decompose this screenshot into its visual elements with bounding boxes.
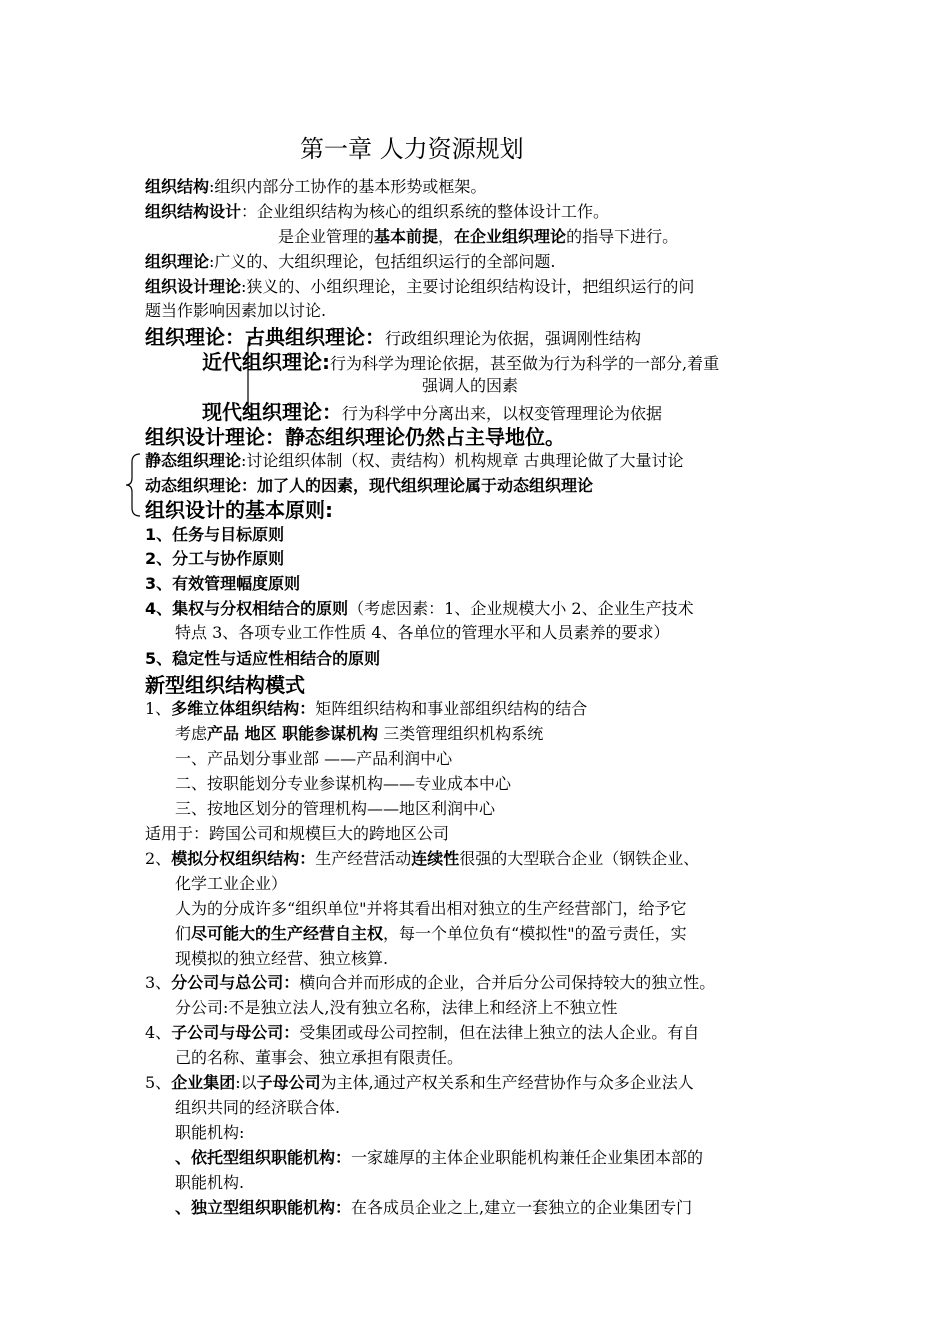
definition-text: :狭义的、小组织理论，主要讨论组织结构设计，把组织运行的问	[241, 277, 695, 296]
emphasis: 在企业组织理论	[454, 227, 567, 246]
model-item-cont: 组织共同的经济联合体.	[175, 1098, 341, 1117]
function-independent	[175, 1197, 692, 1219]
definition-text: 受集团或母公司控制，但在法律上独立的法人企业。有自	[299, 1023, 700, 1042]
definition-org-design-theory-cont: 题当作影响因素加以讨论.	[145, 301, 327, 320]
text: 很强的大型联合企业（钢铁企业、	[459, 849, 700, 868]
definition-org-design-theory	[145, 276, 694, 298]
principle-item: 3、有效管理幅度原则	[145, 574, 301, 593]
curly-brace-icon	[124, 452, 144, 518]
text: 三类管理组织机构系统	[378, 724, 544, 743]
number: 5、	[145, 1073, 172, 1092]
principle-item: 2、分工与协作原则	[145, 549, 285, 568]
definition-text: ：企业组织结构为核心的组织系统的整体设计工作。	[241, 202, 610, 221]
term: 、独立型组织职能机构：	[175, 1198, 352, 1217]
term: 组织理论：	[145, 325, 245, 349]
term: 多维立体组织结构：	[171, 699, 316, 718]
text: 们	[175, 924, 192, 943]
model-paragraph	[175, 923, 687, 945]
term: 分公司与总公司：	[171, 973, 300, 992]
model-paragraph: 现模拟的独立经营、独立核算.	[175, 949, 389, 968]
number: 1、	[145, 699, 172, 718]
definition-text: （考虑因素：1、企业规模大小 2、企业生产技术	[348, 599, 694, 618]
theory-classic-line	[145, 324, 641, 352]
model-item	[145, 1022, 699, 1044]
emphasis: 基本前提	[374, 227, 439, 246]
dynamic-theory-line: 动态组织理论：加了人的因素，现代组织理论属于动态组织理论	[145, 476, 594, 495]
design-theory-line: 组织设计理论：静态组织理论仍然占主导地位。	[145, 425, 565, 449]
definition-text: 行为科学中分离出来，以权变管理理论为依据	[342, 404, 663, 423]
model-item-cont: 分公司:不是独立法人,没有独立名称，法律上和经济上不独立性	[175, 998, 618, 1017]
term: 组织结构	[145, 177, 210, 196]
definition-text: 在各成员企业之上,建立一套独立的企业集团专门	[351, 1198, 693, 1217]
model-subitem: 二、按职能划分专业参谋机构——专业成本中心	[175, 774, 512, 793]
principle-item	[145, 598, 694, 620]
text: 考虑	[175, 724, 208, 743]
text: ，每一个单位负有“模拟性"的盈亏责任，实	[383, 924, 687, 943]
emphasis: 尽可能大的生产经营自主权	[191, 924, 384, 943]
term: 子公司与母公司：	[171, 1023, 300, 1042]
definition-text: 行政组织理论为依据，强调刚性结构	[385, 329, 642, 348]
model-item	[145, 1072, 694, 1094]
function-dependent	[175, 1147, 703, 1169]
term: 静态组织理论	[145, 451, 242, 470]
model-subitem: 一、产品划分事业部 ——产品利润中心	[175, 749, 453, 768]
term: 模拟分权组织结构：	[171, 849, 316, 868]
definition-text: 横向合并而形成的企业，合并后分公司保持较大的独立性。	[299, 973, 716, 992]
model-paragraph: 人为的分成许多“组织单位"并将其看出相对独立的生产经营部门，给予它	[175, 899, 687, 918]
emphasis: 连续性	[411, 849, 460, 868]
term: 组织结构设计	[145, 202, 242, 221]
principle-item: 1、任务与目标原则	[145, 525, 285, 544]
definition-org-theory	[145, 251, 556, 273]
term: 组织理论	[145, 252, 210, 271]
model-consider-line	[175, 723, 543, 745]
model-item	[145, 972, 715, 994]
term: 企业集团	[171, 1073, 236, 1092]
term: 古典组织理论：	[245, 325, 385, 349]
model-item	[145, 698, 587, 720]
functions-label: 职能机构:	[175, 1123, 245, 1142]
definition-text: 行为科学为理论依据，甚至做为行为科学的一部分,着重	[330, 354, 720, 373]
text: ，	[438, 227, 455, 246]
definition-text: 矩阵组织结构和事业部组织结构的结合	[315, 699, 588, 718]
number: 3、	[145, 973, 172, 992]
term: 现代组织理论：	[202, 400, 342, 424]
text: 是企业管理的	[278, 227, 375, 246]
term: 组织设计理论	[145, 277, 242, 296]
emphasis: 子母公司	[256, 1073, 321, 1092]
theory-contemporary-line	[202, 399, 662, 427]
definition-text: :讨论组织体制（权、责结构）机构规章 古典理论做了大量讨论	[241, 451, 684, 470]
model-item-cont: 己的名称、董事会、独立承担有限责任。	[175, 1048, 464, 1067]
text: 为主体,通过产权关系和生产经营协作与众多企业法人	[320, 1073, 694, 1092]
model-subitem: 三、按地区划分的管理机构——地区利润中心	[175, 799, 496, 818]
theory-modern-cont: 强调人的因素	[422, 376, 519, 395]
theory-modern-line	[202, 349, 719, 377]
definition-text: :组织内部分工协作的基本形势或框架。	[209, 177, 487, 196]
definition-text: 一家雄厚的主体企业职能机构兼任企业集团本部的	[351, 1148, 704, 1167]
emphasis: 产品 地区 职能参谋机构	[207, 724, 379, 743]
page-title: 第一章 人力资源规划	[300, 135, 524, 163]
function-dependent-cont: 职能机构.	[175, 1173, 245, 1192]
term: 、依托型组织职能机构：	[175, 1148, 352, 1167]
static-theory-line	[145, 450, 684, 472]
text: 的指导下进行。	[566, 227, 679, 246]
principle-item: 5、稳定性与适应性相结合的原则	[145, 649, 381, 668]
number: 2、	[145, 849, 172, 868]
term: 4、集权与分权相结合的原则	[145, 599, 349, 618]
term: 近代组织理论:	[202, 350, 330, 374]
model-item	[145, 848, 699, 870]
definition-org-design-cont	[278, 226, 678, 248]
model-item-cont: 化学工业企业）	[175, 874, 288, 893]
definition-org-design	[145, 201, 609, 223]
model-applies: 适用于：跨国公司和规模巨大的跨地区公司	[145, 824, 450, 843]
new-models-heading: 新型组织结构模式	[145, 673, 305, 697]
principles-heading: 组织设计的基本原则:	[145, 498, 333, 522]
text: :以	[235, 1073, 257, 1092]
definition-org-structure	[145, 176, 486, 198]
number: 4、	[145, 1023, 172, 1042]
definition-text: :广义的、大组织理论，包括组织运行的全部问题.	[209, 252, 556, 271]
text: 生产经营活动	[315, 849, 412, 868]
principle-item-cont: 特点 3、各项专业工作性质 4、各单位的管理水平和人员素养的要求）	[175, 623, 670, 642]
